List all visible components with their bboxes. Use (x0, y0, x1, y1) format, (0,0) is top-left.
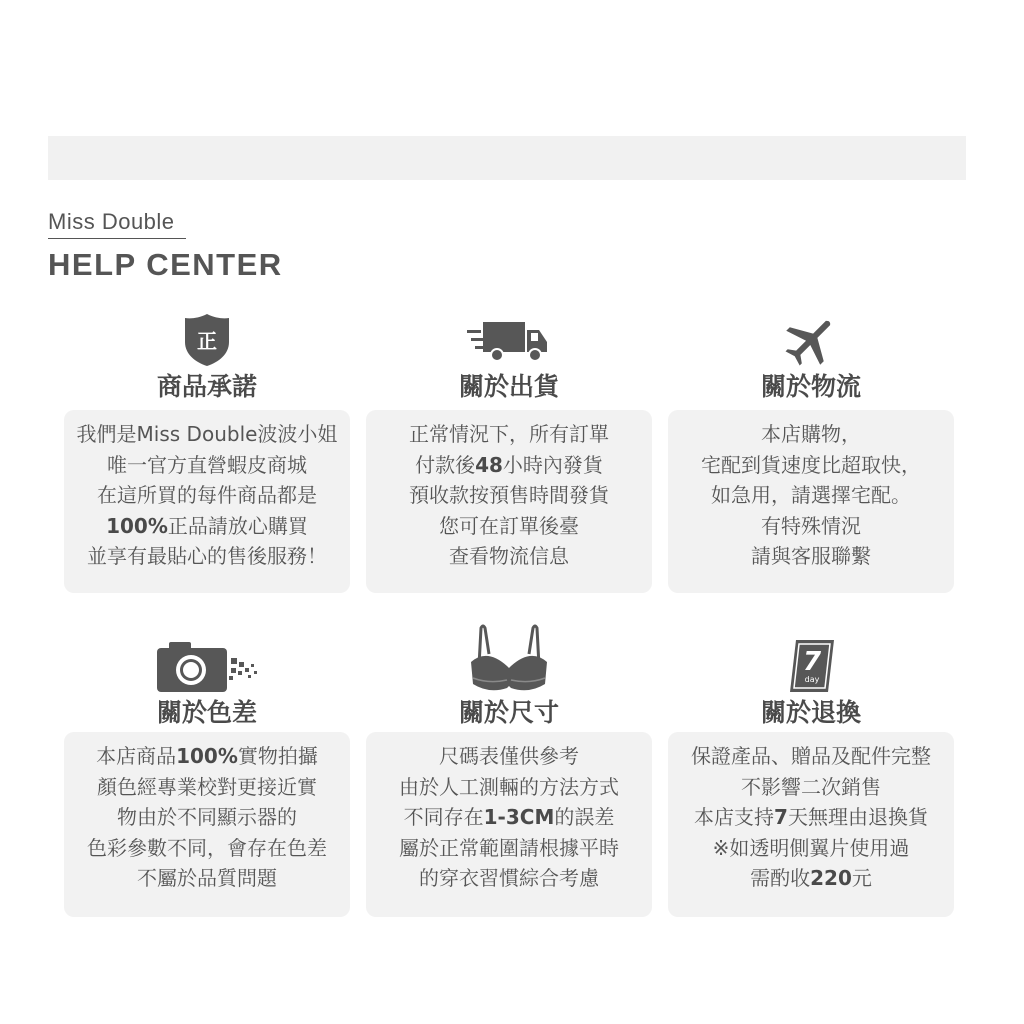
brand-subtitle: Miss Double (48, 209, 175, 234)
seven-days-icon (668, 638, 954, 694)
section-title: 關於退換 (760, 698, 861, 727)
card-line: 物由於不同顯示器的 (117, 805, 297, 829)
card-line: 如急用，請選擇宅配。 (711, 483, 911, 507)
card-line: 由於人工測輛的方法方式 (399, 774, 619, 799)
section-title: 關於出貨 (458, 372, 559, 401)
page-title: HELP CENTER (48, 247, 283, 282)
brand-divider (48, 238, 186, 239)
card-line: 保證產品、贈品及配件完整 (691, 744, 931, 768)
card-line: 的穿衣習慣綜合考慮 (419, 866, 599, 890)
card-line: 請與客服聯繫 (751, 544, 871, 568)
info-card (668, 732, 954, 917)
card-line: 不同存在1-3CM的誤差 (403, 805, 615, 829)
section-title: 關於色差 (156, 698, 257, 727)
card-line: 顏色經專業校對更接近實 (97, 774, 317, 799)
card-line: 唯一官方直營蝦皮商城 (107, 452, 307, 477)
card-line: 本店商品100%實物拍攝 (96, 744, 318, 768)
card-line: 付款後48小時內發貨 (415, 452, 603, 477)
info-card (64, 732, 350, 917)
card-line: 查看物流信息 (449, 544, 569, 568)
section-title: 關於物流 (760, 372, 861, 401)
info-card (64, 410, 350, 593)
airplane-icon (668, 312, 954, 368)
card-line: 預收款按預售時間發貨 (409, 483, 609, 507)
top-banner-bar (48, 136, 966, 180)
card-line: 需酌收220元 (750, 866, 872, 890)
info-card (366, 732, 652, 917)
truck-icon (366, 312, 652, 368)
card-line: 宅配到貨速度比超取快， (701, 452, 921, 477)
card-line: 尺碼表僅供參考 (439, 744, 579, 768)
card-line: 色彩參數不同，會存在色差 (87, 835, 327, 860)
card-line: 本店購物， (761, 422, 861, 446)
bra-icon (366, 622, 652, 694)
svg-text:day: day (804, 675, 820, 684)
section-title: 關於尺寸 (458, 698, 559, 727)
info-card (668, 410, 954, 593)
shield-icon (64, 312, 350, 368)
card-line: 不影響二次銷售 (741, 774, 881, 799)
camera-icon (64, 638, 350, 694)
card-line: 在這所買的每件商品都是 (97, 483, 317, 507)
card-line: 有特殊情況 (761, 513, 861, 538)
card-line: 屬於正常範圍請根據平時 (399, 835, 619, 860)
card-line: 本店支持7天無理由退換貨 (694, 805, 928, 829)
card-line: ※如透明側翼片使用過 (712, 835, 910, 860)
svg-text:7: 7 (802, 647, 822, 677)
svg-text:正: 正 (197, 329, 217, 353)
card-line: 不屬於品質問題 (137, 866, 277, 890)
info-card (366, 410, 652, 593)
section-title: 商品承諾 (156, 372, 257, 401)
card-line: 正常情況下，所有訂單 (409, 422, 609, 446)
card-line: 並享有最貼心的售後服務！ (87, 544, 327, 568)
card-line: 我們是Miss Double波波小姐 (76, 422, 338, 446)
card-line: 您可在訂單後臺 (439, 513, 579, 538)
brand-header (48, 208, 283, 283)
card-line: 100%正品請放心購買 (106, 513, 308, 538)
